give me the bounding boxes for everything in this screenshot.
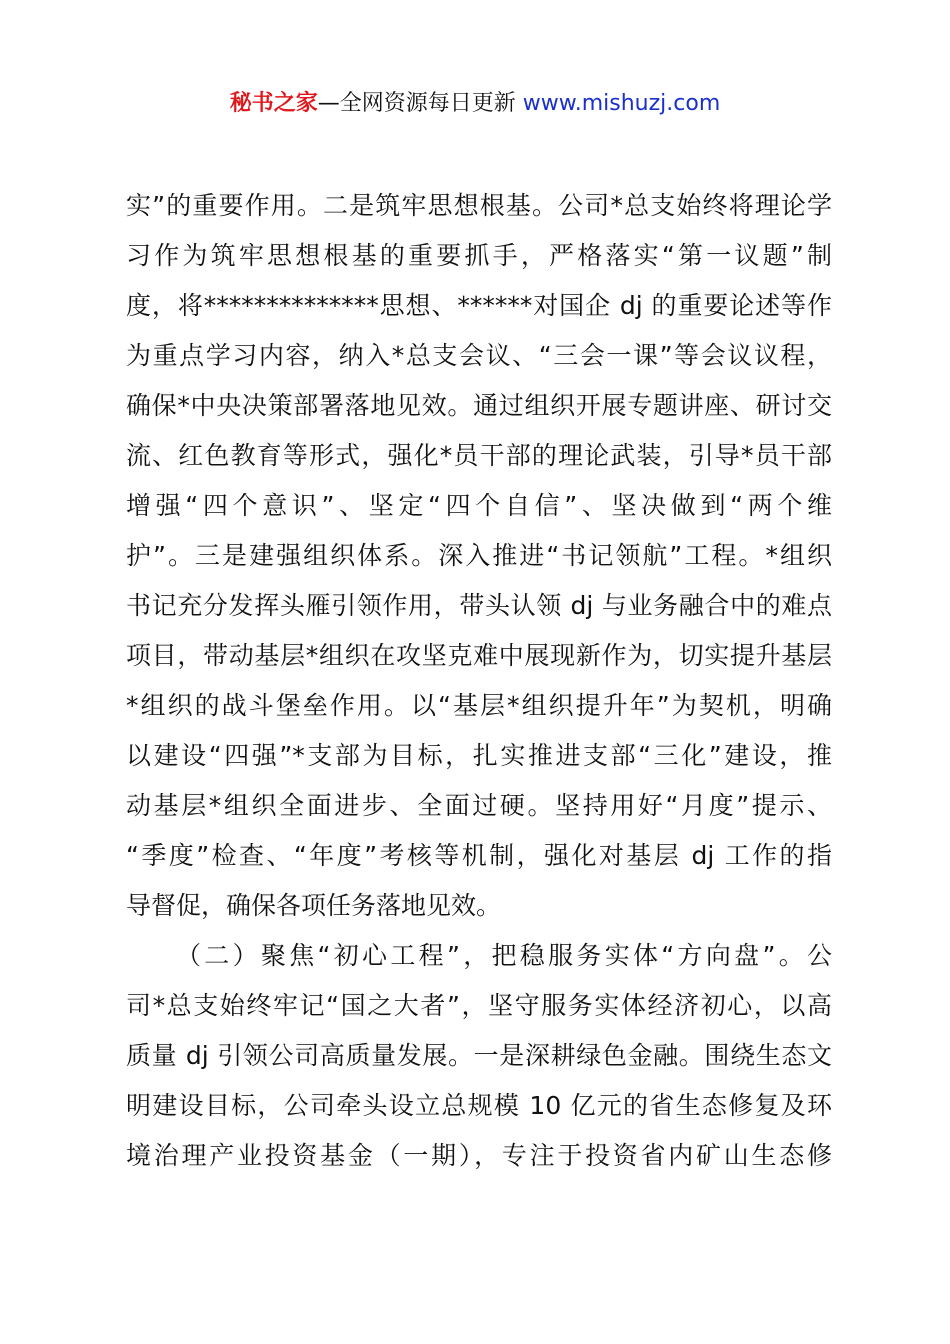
body-line: 境治理产业投资基金（一期），专注于投资省内矿山生态修 xyxy=(126,1141,832,1170)
body-line: 度，将**************思想、******对国企 dj 的重要论述等作 xyxy=(126,291,832,320)
body-line: 增强“四个意识”、坚定“四个自信”、坚决做到“两个维 xyxy=(126,491,832,520)
body-line: 实”的重要作用。二是筑牢思想根基。公司*总支始终将理论学 xyxy=(126,191,832,220)
header-tagline: —全网资源每日更新 xyxy=(317,91,523,116)
body-line: 司*总支始终牢记“国之大者”，坚守服务实体经济初心，以高 xyxy=(126,991,832,1020)
body-line: “季度”检查、“年度”考核等机制，强化对基层 dj 工作的指 xyxy=(126,841,832,870)
body-line: 为重点学习内容，纳入*总支会议、“三会一课”等会议议程， xyxy=(126,341,832,370)
body-line: 护”。三是建强组织体系。深入推进“书记领航”工程。*组织 xyxy=(126,541,832,570)
body-line: 书记充分发挥头雁引领作用，带头认领 dj 与业务融合中的难点 xyxy=(126,591,832,620)
body-line: 以建设“四强”*支部为目标，扎实推进支部“三化”建设，推 xyxy=(126,741,832,770)
document-body xyxy=(126,181,832,1181)
body-line: 习作为筑牢思想根基的重要抓手，严格落实“第一议题”制 xyxy=(126,241,832,270)
body-line: 确保*中央决策部署落地见效。通过组织开展专题讲座、研讨交 xyxy=(126,391,832,420)
body-line: 动基层*组织全面进步、全面过硬。坚持用好“月度”提示、 xyxy=(126,791,832,820)
body-line: 质量 dj 引领公司高质量发展。一是深耕绿色金融。围绕生态文 xyxy=(126,1041,832,1070)
body-line: 项目，带动基层*组织在攻坚克难中展现新作为，切实提升基层 xyxy=(126,641,832,670)
body-line: 明建设目标，公司牵头设立总规模 10 亿元的省生态修复及环 xyxy=(126,1091,832,1120)
section-heading-line: （二）聚焦“初心工程”，把稳服务实体“方向盘”。公 xyxy=(176,941,832,970)
brand-name: 秘书之家 xyxy=(229,91,318,116)
site-url-link[interactable]: www.mishuzj.com xyxy=(522,91,721,116)
body-line: *组织的战斗堡垒作用。以“基层*组织提升年”为契机，明确 xyxy=(126,691,832,720)
site-header xyxy=(0,88,950,120)
body-line: 导督促，确保各项任务落地见效。 xyxy=(126,891,502,920)
body-line: 流、红色教育等形式，强化*员干部的理论武装，引导*员干部 xyxy=(126,441,832,470)
